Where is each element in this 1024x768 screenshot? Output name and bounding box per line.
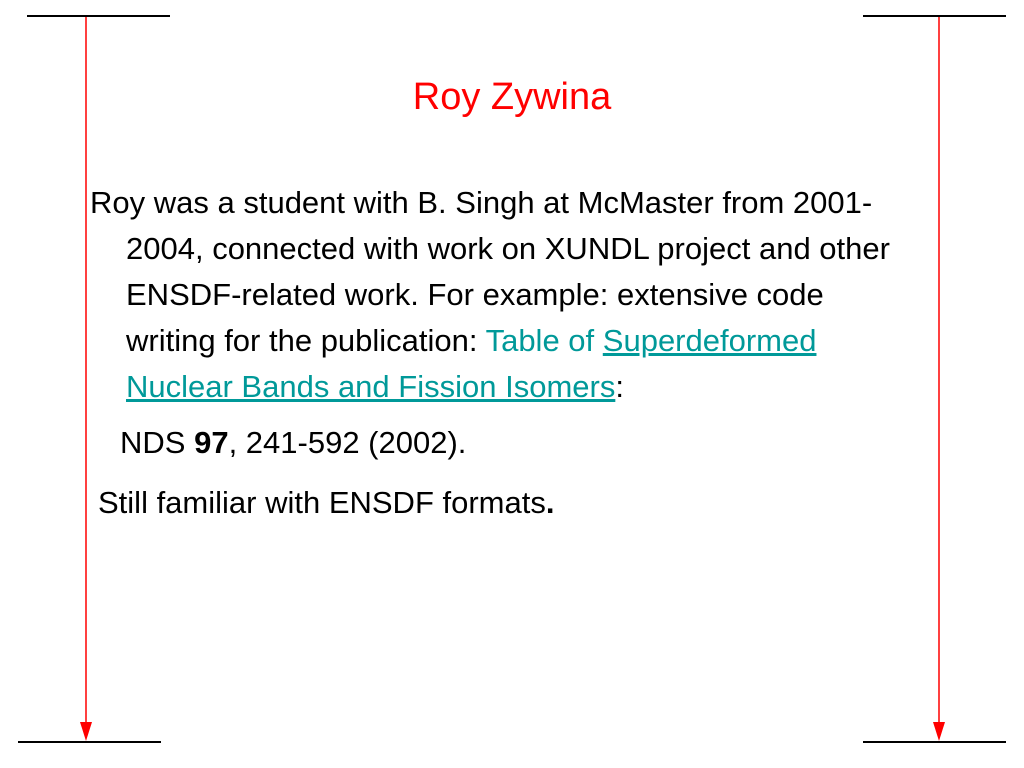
publication-title-link[interactable]: Superdeformed Nuclear Bands and Fission Isomers <box>126 323 817 404</box>
left-arrow-head <box>80 722 92 741</box>
familiar-text: Still familiar with ENSDF formats <box>98 485 546 520</box>
citation-volume: 97 <box>194 425 229 460</box>
citation-pages: , 241-592 (2002). <box>228 425 467 460</box>
publication-colon: : <box>615 369 624 404</box>
publication-citation <box>120 420 910 466</box>
paragraph-intro: Roy was a student with B. Singh at McMaster from 2001-2004, connected with work on XUNDL project and other ENSDF-related work. For example: extensive code writing for the publication: <box>90 185 890 358</box>
student-paragraph <box>90 180 906 410</box>
publication-title-prefix: Table of <box>485 323 603 358</box>
slide-body <box>90 180 910 526</box>
familiar-statement <box>98 480 910 526</box>
citation-journal: NDS <box>120 425 195 460</box>
right-arrow-head <box>933 722 945 741</box>
familiar-period: . <box>545 485 555 520</box>
slide-title: Roy Zywina <box>412 76 612 118</box>
